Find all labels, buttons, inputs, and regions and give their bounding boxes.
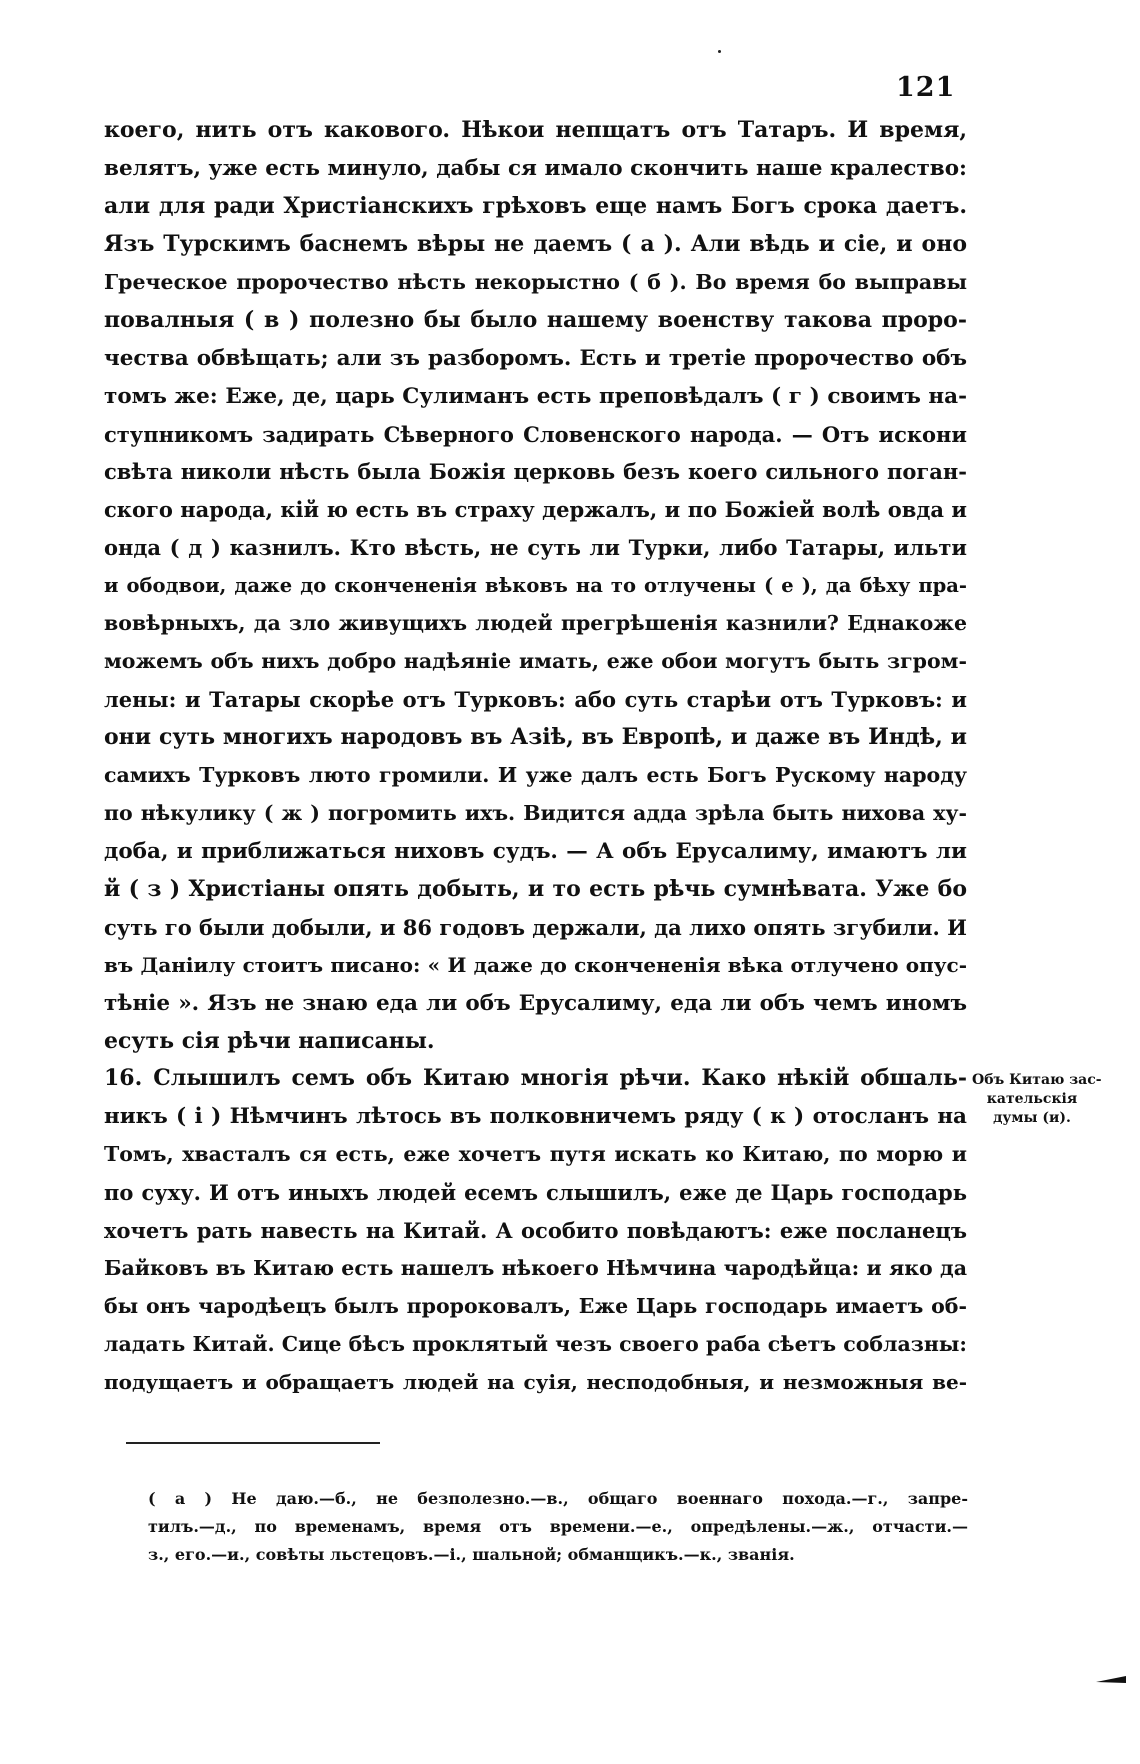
text-line: Байковъ въ Китаю есть нашелъ нѣкоего Нѣмчина чародѣйца: и яко да xyxy=(104,1256,967,1281)
text-line: онда ( д ) казнилъ. Кто вѣсть, не суть ли Турки, либо Татары, ильти xyxy=(104,535,967,561)
footnotes xyxy=(148,1485,968,1569)
footnote-line: з., его.—и., совѣты льстецовъ.—і., шальной; обманщикъ.—к., званія. xyxy=(148,1545,795,1564)
text-line: ступникомъ задирать Сѣверного Словенского народа. — Отъ искони xyxy=(104,421,967,447)
text-line: Томъ, хвасталъ ся есть, еже хочетъ путя искать ко Китаю, по морю и xyxy=(104,1142,967,1167)
text-line: коего, нить отъ каковогo. Нѣкои непщатъ отъ Татаръ. И время, xyxy=(104,117,967,143)
margin-note-line: кательскія xyxy=(986,1091,1078,1107)
text-line: по суху. И отъ иныхъ людей есемъ слышилъ, еже де Царь господарь xyxy=(104,1180,967,1206)
text-line: хочетъ рать навесть на Китай. А особито повѣдаютъ: еже посланецъ xyxy=(104,1218,967,1244)
text-line: можемъ объ нихъ добро надѣяніе имать, еже обои могутъ быть згром- xyxy=(104,649,967,674)
text-line: по нѣкулику ( ж ) погромить ихъ. Видится адда зрѣла быть нихова ху- xyxy=(104,800,967,825)
text-line: никъ ( і ) Нѣмчинъ лѣтось въ полковничемъ ряду ( к ) отосланъ на xyxy=(104,1104,967,1130)
text-line: бы онъ чародѣецъ былъ пророковалъ, Еже Царь господарь имаетъ об- xyxy=(104,1294,967,1319)
text-line: въ Даніилу стоитъ писано: « И даже до скончененія вѣка отлучено опус- xyxy=(104,952,967,977)
text-line: ладать Китай. Сице бѣсъ проклятый чезъ своего раба сѣетъ соблазны: xyxy=(104,1332,967,1356)
text-line: али для ради Христіанскихъ грѣховъ еще намъ Богъ срока даетъ. xyxy=(104,192,967,219)
page-corner-mark xyxy=(1096,1676,1126,1684)
text-line: есуть сія рѣчи написаны. xyxy=(104,1027,435,1054)
text-line: самихъ Турковъ люто громили. И уже далъ есть Богъ Рускому народу xyxy=(104,762,967,787)
text-line: тѣніе ». Язъ не знаю еда ли объ Ерусалиму, еда ли объ чемъ иномъ xyxy=(104,990,967,1016)
text-line: й ( з ) Христіаны опять добыть, и то есть рѣчь сумнѣвата. Уже бо xyxy=(104,875,967,902)
text-line: и ободвои, даже до скончененія вѣковъ на то отлучены ( е ), да бѣху пра- xyxy=(104,574,967,598)
text-line: свѣта николи нѣсть была Божія церковь безъ коего сильного поган- xyxy=(104,459,967,485)
page-number: 121 xyxy=(896,72,956,103)
text-line: Греческое пророчество нѣсть некорыстно ( б ). Во время бо выправы xyxy=(104,269,967,294)
margin-note-line: Объ Китаю зас- xyxy=(972,1072,1102,1088)
print-speck xyxy=(718,50,721,53)
footnote-divider xyxy=(126,1442,380,1444)
text-line: Язъ Турскимъ баснемъ вѣры не даемъ ( а ). Али вѣдь и сіе, и оно xyxy=(104,230,967,257)
margin-note-line: думы (и). xyxy=(993,1110,1071,1126)
text-line: 16. Слышилъ семъ объ Китаю многія рѣчи. Како нѣкій обшаль- xyxy=(104,1065,967,1092)
text-line: томъ же: Еже, де, царь Сулиманъ есть преповѣдалъ ( г ) своимъ на- xyxy=(104,383,967,409)
text-line: суть го были добыли, и 86 годовъ держали, да лихо опять згубили. И xyxy=(104,914,967,940)
text-line: вовѣрныхъ, да зло живущихъ людей прегрѣшенія казнили? Еднакоже xyxy=(104,611,967,636)
text-line: чества обвѣщать; али зъ разборомъ. Есть и третіе пророчество объ xyxy=(104,345,967,371)
text-line: лены: и Татары скорѣе отъ Турковъ: або суть старѣи отъ Турковъ: и xyxy=(104,687,967,713)
text-line: ского народа, кій ю есть въ страху держалъ, и по Божіей волѣ овда и xyxy=(104,497,967,523)
text-line: повалныя ( в ) полезно бы было нашему военству такова проро- xyxy=(104,306,967,333)
text-line: они суть многихъ народовъ въ Азіѣ, въ Европѣ, и даже въ Индѣ, и xyxy=(104,724,967,750)
body-text xyxy=(104,112,967,1402)
text-line: подущаетъ и обращаетъ людей на суія, несподобныя, и незможныя ве- xyxy=(104,1369,967,1394)
footnote-line: тилъ.—д., по временамъ, время отъ времени.—е., опредѣлены.—ж., отчасти.— xyxy=(148,1517,968,1536)
margin-note xyxy=(972,1071,1102,1128)
text-line: велятъ, уже есть минуло, дабы ся имало скончить наше кралество: xyxy=(104,155,967,181)
text-line: доба, и приближаться ниховъ судъ. — А объ Ерусалиму, имаютъ ли xyxy=(104,838,967,864)
footnote-line: ( а ) Не даю.—б., не безполезно.—в., общаго военнаго похода.—г., запре- xyxy=(148,1489,968,1508)
